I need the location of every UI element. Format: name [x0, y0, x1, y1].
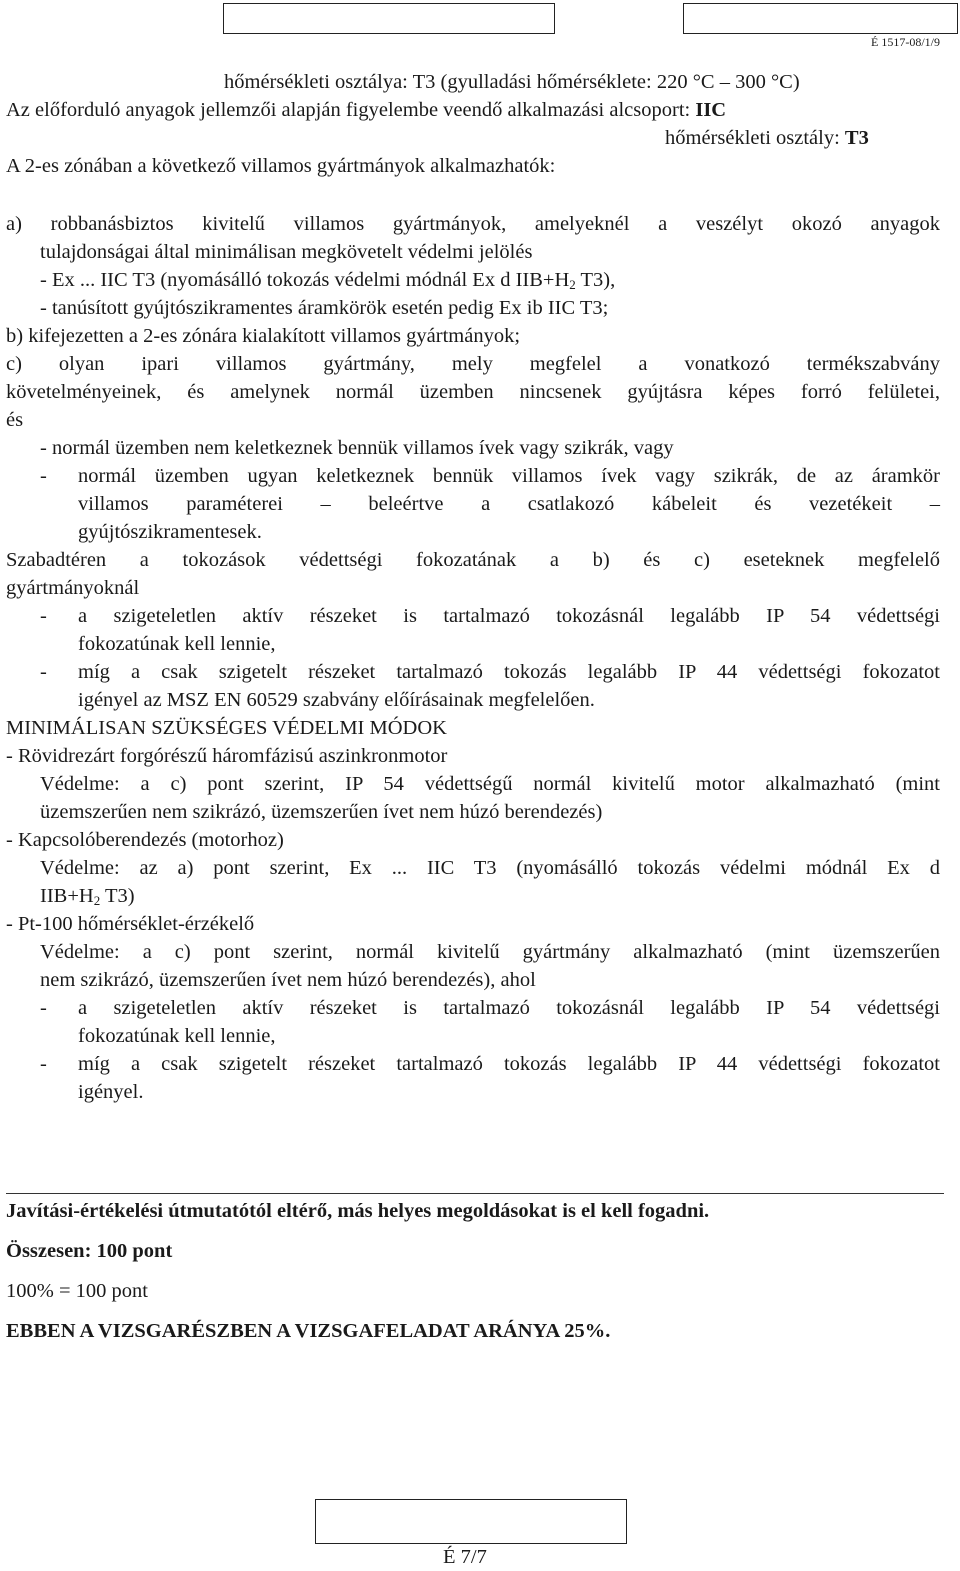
- text-line: c) olyan ipari villamos gyártmány, mely megfelel a vonatkozó termékszabvány: [6, 353, 940, 375]
- text-line-dash: -: [40, 1053, 47, 1075]
- grading-note: Javítási-értékelési útmutatótól eltérő, más helyes megoldásokat is el kell fogadni.: [6, 1200, 710, 1222]
- text-line: - Ex ... IIC T3 (nyomásálló tokozás védelmi módnál Ex d $IIB+H_2$ T3),: [40, 269, 616, 292]
- divider: [6, 1193, 944, 1194]
- section-heading: MINIMÁLISAN SZÜKSÉGES VÉDELMI MÓDOK: [6, 717, 447, 739]
- text-line-dash: -: [40, 605, 47, 627]
- text-line: igényel az MSZ EN 60529 szabvány előírásainak megfelelően.: [78, 689, 595, 711]
- text-line: a) robbanásbiztos kivitelű villamos gyártmányok, amelyeknél a veszélyt okozó anyagok: [6, 213, 940, 235]
- text-line: - Kapcsolóberendezés (motorhoz): [6, 829, 284, 851]
- text-line: gyártmányoknál: [6, 577, 140, 599]
- text-line: $IIB+H_2$ T3): [40, 885, 135, 908]
- total-score: Összesen: 100 pont: [6, 1240, 173, 1262]
- text-line: normál üzemben ugyan keletkeznek bennük villamos ívek vagy szikrák, de az áramkör: [78, 465, 940, 487]
- text-line: gyújtószikramentesek.: [78, 521, 262, 543]
- text-line: üzemszerűen nem szikrázó, üzemszerűen ívet nem húzó berendezés): [40, 801, 603, 823]
- text-line: - Rövidrezárt forgórészű háromfázisú aszinkronmotor: [6, 745, 448, 767]
- exam-share: EBBEN A VIZSGARÉSZBEN A VIZSGAFELADAT ARÁNYA 25%.: [6, 1320, 611, 1342]
- text-line: nem szikrázó, üzemszerűen ívet nem húzó berendezés), ahol: [40, 969, 536, 991]
- text-line: A 2-es zónában a következő villamos gyártmányok alkalmazhatók:: [6, 155, 556, 177]
- text-line: - tanúsított gyújtószikramentes áramkörök esetén pedig Ex ib IIC T3;: [40, 297, 609, 319]
- text-line: Védelme: az a) pont szerint, Ex ... IIC T3 (nyomásálló tokozás védelmi módnál Ex d: [40, 857, 940, 879]
- text-line: villamos paraméterei – beleértve a csatlakozó kábeleit és vezetékeit –: [78, 493, 940, 515]
- text-line: Szabadtéren a tokozások védettségi fokozatának a b) és c) eseteknek megfelelő: [6, 549, 940, 571]
- header-box-right: [683, 3, 958, 34]
- text-line-dash: -: [40, 661, 47, 683]
- text-line-dash: -: [40, 465, 47, 487]
- footer-box: [315, 1499, 627, 1544]
- text-line: a szigeteletlen aktív részeket is tartalmazó tokozásnál legalább IP 54 védettségi: [78, 605, 940, 627]
- text-line: hőmérsékleti osztálya: T3 (gyulladási hőmérséklete: 220 °C – 300 °C): [224, 71, 800, 93]
- header-box-left: [223, 3, 555, 34]
- text-line: a szigeteletlen aktív részeket is tartalmazó tokozásnál legalább IP 54 védettségi: [78, 997, 940, 1019]
- page-number: É 7/7: [443, 1546, 487, 1568]
- text-line: - Pt-100 hőmérséklet-érzékelő: [6, 913, 255, 935]
- text-line: Védelme: a c) pont szerint, normál kivitelű gyártmány alkalmazható (mint üzemszerűen: [40, 941, 940, 963]
- text-line-dash: -: [40, 997, 47, 1019]
- text-line: fokozatúnak kell lennie,: [78, 1025, 276, 1047]
- text-line: tulajdonságai által minimálisan megkövetelt védelmi jelölés: [40, 241, 533, 263]
- document-code: É 1517-08/1/9: [871, 35, 940, 49]
- text-line: fokozatúnak kell lennie,: [78, 633, 276, 655]
- text-line: igényel.: [78, 1081, 144, 1103]
- text-line: hőmérsékleti osztály: T3: [665, 127, 869, 149]
- text-line: b) kifejezetten a 2-es zónára kialakított villamos gyártmányok;: [6, 325, 521, 347]
- text-line: és: [6, 409, 24, 431]
- text-line: - normál üzemben nem keletkeznek bennük villamos ívek vagy szikrák, vagy: [40, 437, 674, 459]
- text-line: Az előforduló anyagok jellemzői alapján figyelembe veendő alkalmazási alcsoport: IIC: [6, 99, 727, 121]
- percent-score: 100% = 100 pont: [6, 1280, 148, 1302]
- text-line: míg a csak szigetelt részeket tartalmazó tokozás legalább IP 44 védettségi fokozatot: [78, 1053, 940, 1075]
- text-line: követelményeinek, és amelynek normál üzemben nincsenek gyújtásra képes forró felületei,: [6, 381, 940, 403]
- text-line: míg a csak szigetelt részeket tartalmazó tokozás legalább IP 44 védettségi fokozatot: [78, 661, 940, 683]
- text-line: Védelme: a c) pont szerint, IP 54 védettségű normál kivitelű motor alkalmazható (mint: [40, 773, 940, 795]
